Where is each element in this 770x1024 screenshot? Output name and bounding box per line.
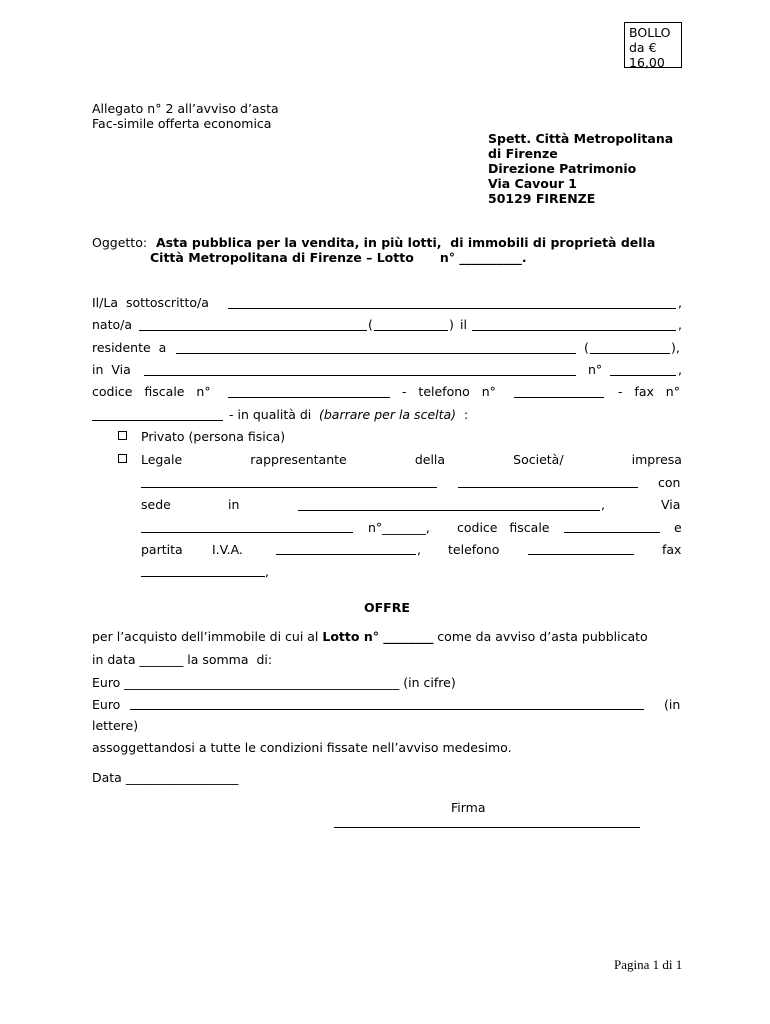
fax-field-2[interactable]: [141, 563, 265, 577]
offre-lotto: Lotto n° ________: [322, 629, 434, 644]
checkbox-legale[interactable]: [118, 454, 127, 463]
sede-field[interactable]: [298, 497, 600, 511]
comma: ,: [678, 362, 682, 377]
paren-close: ),: [671, 340, 680, 355]
in-lettere-a: (in: [664, 697, 681, 712]
in-lettere-b: lettere): [92, 718, 139, 733]
data-line: Data __________________: [92, 770, 239, 785]
offre-title: OFFRE: [364, 600, 410, 615]
n-label-2: n°_______,: [368, 520, 430, 535]
telefono-label: - telefono n°: [402, 384, 496, 399]
via-label-2: Via: [661, 497, 681, 512]
recipient-line-5: 50129 FIRENZE: [488, 191, 596, 206]
qualita-label: - in qualità di: [229, 407, 312, 422]
barrare-note: (barrare per la scelta): [319, 407, 457, 422]
word-rappresentante: rappresentante: [250, 452, 347, 467]
euro-lettere-label: Euro: [92, 697, 121, 712]
facsimile-line: Fac-simile offerta economica: [92, 116, 272, 131]
residente-field[interactable]: [176, 340, 576, 354]
offre-line-1-pre: per l’acquisto dell’immobile di cui al: [92, 629, 323, 644]
offre-line-2: in data _______ la somma di:: [92, 652, 273, 667]
via-label: in Via: [92, 362, 131, 377]
comma: ,: [678, 317, 682, 332]
paren-open: (: [368, 317, 373, 332]
checkbox-privato[interactable]: [118, 431, 127, 440]
page-number: Pagina 1 di 1: [614, 957, 683, 972]
word-impresa: impresa: [631, 452, 682, 467]
nato-label: nato/a: [92, 317, 133, 332]
telefono-field-2[interactable]: [528, 541, 634, 555]
fax-label-2: fax: [662, 542, 682, 557]
oggetto-line-1: Asta pubblica per la vendita, in più lotti, di immobili di proprietà della: [156, 235, 656, 250]
nato-province-field[interactable]: [374, 317, 448, 331]
codice-fiscale-field[interactable]: [228, 384, 390, 398]
con-label: con: [658, 475, 681, 490]
firma-field[interactable]: [334, 815, 640, 828]
paren-close: ): [449, 317, 454, 332]
comma: ,: [417, 542, 421, 557]
telefono-field[interactable]: [514, 384, 604, 398]
paren-open: (: [584, 340, 589, 355]
sottoscritto-label: Il/La sottoscritto/a: [92, 295, 209, 310]
iva-label: I.V.A.: [212, 542, 243, 557]
sede-label: sede: [141, 497, 171, 512]
nato-place-field[interactable]: [139, 317, 367, 331]
option-legale-line: [141, 452, 682, 467]
oggetto-label: Oggetto:: [92, 235, 148, 250]
assoggettandosi-line: assoggettandosi a tutte le condizioni fissate nell’avviso medesimo.: [92, 740, 512, 755]
oggetto-line-2: Città Metropolitana di Firenze – Lotto n° __________.: [150, 250, 527, 265]
recipient-line-3: Direzione Patrimonio: [488, 161, 637, 176]
option-privato-label: Privato (persona fisica): [141, 429, 286, 444]
word-della: della: [414, 452, 446, 467]
civic-number-field[interactable]: [610, 362, 676, 376]
iva-field[interactable]: [276, 541, 416, 555]
telefono-label-2: telefono: [448, 542, 500, 557]
fax-field[interactable]: [92, 407, 223, 421]
in-label: in: [228, 497, 240, 512]
recipient-line-4: Via Cavour 1: [488, 176, 577, 191]
firma-label: Firma: [451, 800, 486, 815]
codice-fiscale-field-2[interactable]: [564, 519, 660, 533]
euro-lettere-field[interactable]: [130, 696, 644, 710]
company-name-field-2[interactable]: [458, 474, 638, 488]
comma: ,: [265, 564, 269, 579]
sottoscritto-field[interactable]: [228, 295, 676, 309]
codice-fiscale-label: codice fiscale n°: [92, 384, 211, 399]
via-field[interactable]: [144, 362, 576, 376]
e-label: e: [674, 520, 682, 535]
fax-label: - fax n°: [618, 384, 680, 399]
partita-label: partita: [141, 542, 183, 557]
residente-province-field[interactable]: [590, 340, 670, 354]
colon: :: [464, 407, 469, 422]
offre-line-1-post: come da avviso d’asta pubblicato: [433, 629, 648, 644]
allegato-line: Allegato n° 2 all’avviso d’asta: [92, 101, 279, 116]
birth-date-field[interactable]: [472, 317, 676, 331]
word-legale: Legale: [141, 452, 183, 467]
euro-cifre-line: Euro ____________________________________________ (in cifre): [92, 675, 456, 690]
recipient-line-2: di Firenze: [488, 146, 558, 161]
n-label: n°: [588, 362, 603, 377]
offre-line-1: [92, 629, 648, 644]
comma: ,: [678, 295, 682, 310]
word-societa: Società/: [513, 452, 564, 467]
bollo-box: BOLLO da € 16,00: [624, 22, 682, 68]
il-label: il: [460, 317, 467, 332]
residente-label: residente a: [92, 340, 167, 355]
comma: ,: [601, 497, 605, 512]
company-name-field[interactable]: [141, 474, 437, 488]
recipient-line-1: Spett. Città Metropolitana: [488, 131, 674, 146]
codice-fiscale-label-2: codice fiscale: [457, 520, 550, 535]
sede-via-field[interactable]: [141, 519, 353, 533]
